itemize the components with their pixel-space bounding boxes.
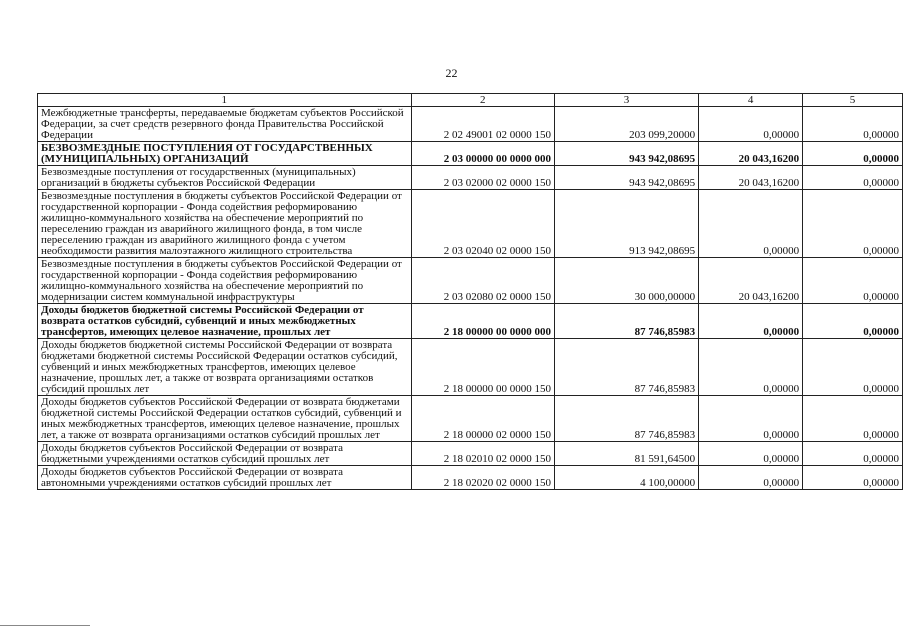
amount-col5: 0,00000 xyxy=(803,466,903,490)
amount-col3: 30 000,00000 xyxy=(554,258,698,304)
budget-code: 2 03 02040 02 0000 150 xyxy=(411,190,554,258)
table-row xyxy=(38,142,903,166)
budget-code: 2 18 00000 00 0000 150 xyxy=(411,339,554,396)
amount-col5: 0,00000 xyxy=(803,396,903,442)
amount-col4: 0,00000 xyxy=(699,107,803,142)
income-name: Доходы бюджетов бюджетной системы Российской Федерации от возврата бюджетами бюджетной системы Российской Федерации остатков субсидий, субвенций и иных межбюджетных трансфертов, имеющих целевое назначение, прошлых лет, а также от возврата организациями остатков субсидий прошлых лет xyxy=(38,339,412,396)
amount-col3: 913 942,08695 xyxy=(554,190,698,258)
income-name: Безвозмездные поступления от государственных (муниципальных) организаций в бюджеты субъектов Российской Федерации xyxy=(38,166,412,190)
footnote-divider xyxy=(0,625,90,626)
income-name: Безвозмездные поступления в бюджеты субъектов Российской Федерации от государственной корпорации - Фонда содействия реформированию жилищно-коммунального хозяйства на обеспечение мероприятий по переселению граждан из аварийного жилищного фонда, в том числе переселению граждан из аварийного жилищного фонда с учетом необходимости развития малоэтажного жилищного строительства xyxy=(38,190,412,258)
amount-col4: 20 043,16200 xyxy=(699,142,803,166)
amount-col5: 0,00000 xyxy=(803,304,903,339)
amount-col4: 0,00000 xyxy=(699,339,803,396)
amount-col4: 0,00000 xyxy=(699,304,803,339)
table-row xyxy=(38,107,903,142)
budget-code: 2 03 02000 02 0000 150 xyxy=(411,166,554,190)
amount-col5: 0,00000 xyxy=(803,190,903,258)
amount-col4: 0,00000 xyxy=(699,466,803,490)
amount-col4: 20 043,16200 xyxy=(699,258,803,304)
budget-code: 2 02 49001 02 0000 150 xyxy=(411,107,554,142)
amount-col5: 0,00000 xyxy=(803,166,903,190)
amount-col3: 203 099,20000 xyxy=(554,107,698,142)
income-name: Межбюджетные трансферты, передаваемые бюджетам субъектов Российской Федерации, за счет средств резервного фонда Правительства Российской Федерации xyxy=(38,107,412,142)
table-row xyxy=(38,190,903,258)
income-name: Безвозмездные поступления в бюджеты субъектов Российской Федерации от государственной корпорации - Фонда содействия реформированию жилищно-коммунального хозяйства на обеспечение мероприятий по модернизации систем коммунальной инфраструктуры xyxy=(38,258,412,304)
income-name: Доходы бюджетов субъектов Российской Федерации от возврата бюджетными учреждениями остатков субсидий прошлых лет xyxy=(38,442,412,466)
amount-col5: 0,00000 xyxy=(803,258,903,304)
column-header: 5 xyxy=(803,94,903,107)
amount-col5: 0,00000 xyxy=(803,142,903,166)
column-header: 4 xyxy=(699,94,803,107)
amount-col3: 943 942,08695 xyxy=(554,166,698,190)
table-row xyxy=(38,396,903,442)
income-name: Доходы бюджетов бюджетной системы Российской Федерации от возврата остатков субсидий, субвенций и иных межбюджетных трансфертов, имеющих целевое назначение, прошлых лет xyxy=(38,304,412,339)
table-row xyxy=(38,339,903,396)
table-row xyxy=(38,442,903,466)
column-header: 3 xyxy=(554,94,698,107)
column-header: 2 xyxy=(411,94,554,107)
revenue-table xyxy=(37,93,903,490)
budget-code: 2 18 02020 02 0000 150 xyxy=(411,466,554,490)
amount-col4: 0,00000 xyxy=(699,396,803,442)
budget-code: 2 18 00000 02 0000 150 xyxy=(411,396,554,442)
amount-col3: 87 746,85983 xyxy=(554,339,698,396)
income-name: Доходы бюджетов субъектов Российской Федерации от возврата автономными учреждениями остатков субсидий прошлых лет xyxy=(38,466,412,490)
table-row xyxy=(38,466,903,490)
table-body xyxy=(38,107,903,490)
amount-col3: 943 942,08695 xyxy=(554,142,698,166)
amount-col3: 81 591,64500 xyxy=(554,442,698,466)
column-header: 1 xyxy=(38,94,412,107)
amount-col5: 0,00000 xyxy=(803,339,903,396)
amount-col4: 0,00000 xyxy=(699,190,803,258)
budget-code: 2 03 02080 02 0000 150 xyxy=(411,258,554,304)
table-row xyxy=(38,258,903,304)
amount-col4: 0,00000 xyxy=(699,442,803,466)
table-row xyxy=(38,166,903,190)
amount-col3: 87 746,85983 xyxy=(554,304,698,339)
column-number-row xyxy=(38,94,903,107)
budget-code: 2 03 00000 00 0000 000 xyxy=(411,142,554,166)
table-row xyxy=(38,304,903,339)
page-number: 22 xyxy=(445,66,458,80)
amount-col5: 0,00000 xyxy=(803,107,903,142)
income-name: БЕЗВОЗМЕЗДНЫЕ ПОСТУПЛЕНИЯ ОТ ГОСУДАРСТВЕННЫХ (МУНИЦИПАЛЬНЫХ) ОРГАНИЗАЦИЙ xyxy=(38,142,412,166)
amount-col3: 4 100,00000 xyxy=(554,466,698,490)
amount-col3: 87 746,85983 xyxy=(554,396,698,442)
amount-col4: 20 043,16200 xyxy=(699,166,803,190)
budget-code: 2 18 02010 02 0000 150 xyxy=(411,442,554,466)
budget-code: 2 18 00000 00 0000 000 xyxy=(411,304,554,339)
income-name: Доходы бюджетов субъектов Российской Федерации от возврата бюджетами бюджетной системы Российской Федерации остатков субсидий, субвенций и иных межбюджетных трансфертов, имеющих целевое назначение, прошлых лет, а также от возврата организациями остатков субсидий прошлых лет xyxy=(38,396,412,442)
amount-col5: 0,00000 xyxy=(803,442,903,466)
